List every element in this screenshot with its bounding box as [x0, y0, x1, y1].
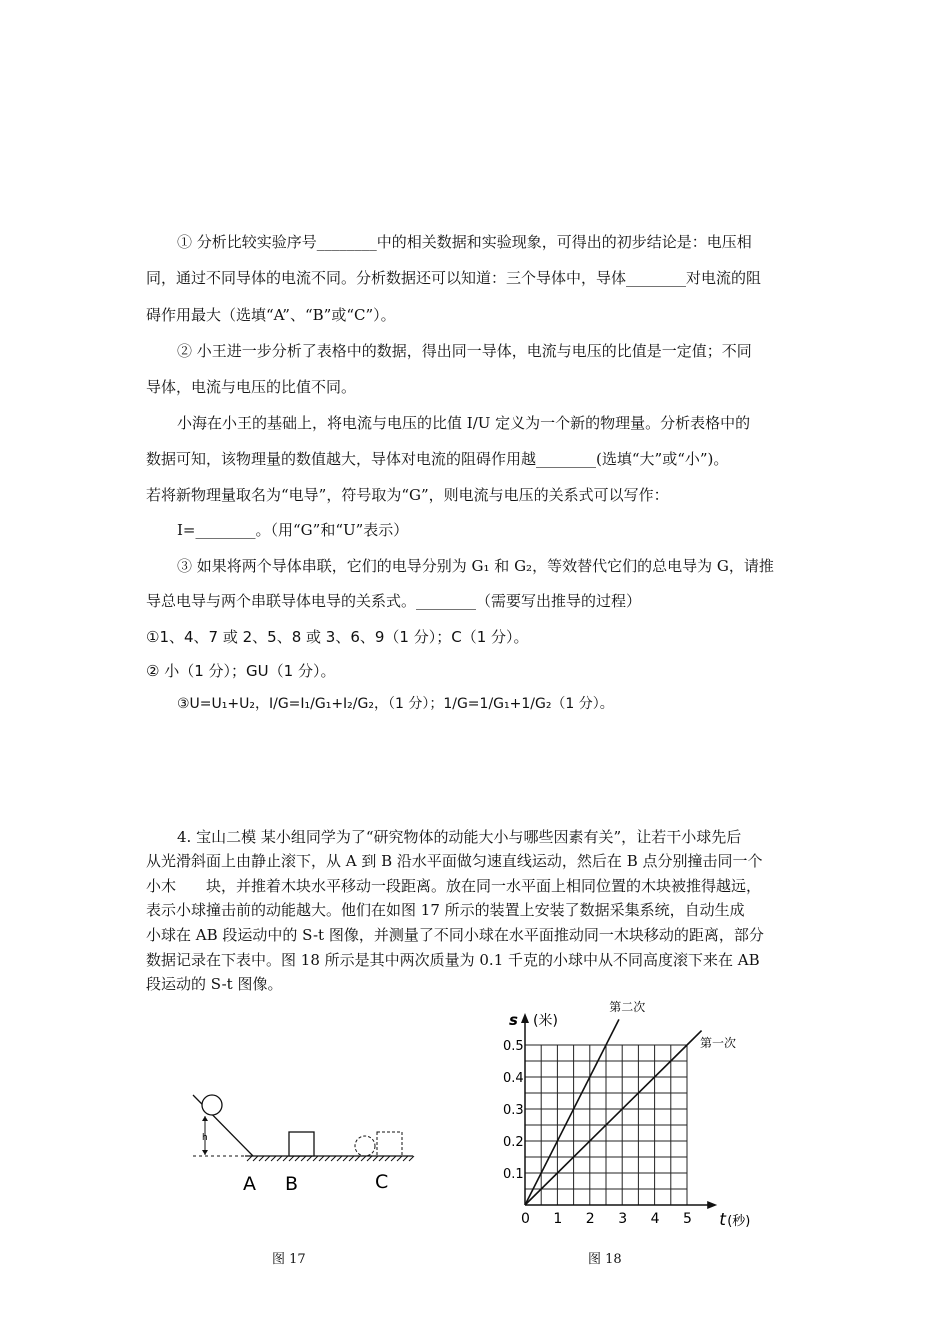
q3-text-line: 导体，电流与电压的比值不同。 — [146, 378, 357, 396]
x-tick-label: 2 — [585, 1211, 595, 1227]
y-tick-label: 0.1 — [503, 1167, 524, 1182]
answer-line: ①1、4、7 或 2、5、8 或 3、6、9（1 分）；C（1 分）。 — [146, 628, 529, 646]
q3-text-line: ② 小王进一步分析了表格中的数据，得出同一导体，电流与电压的比值是一定值；不同 — [177, 342, 752, 360]
x-axis-arrow — [707, 1201, 717, 1209]
x-tick-label: 4 — [650, 1211, 660, 1227]
y-tick-label: 0.2 — [503, 1135, 524, 1150]
series-label-first: 第一次 — [699, 1036, 736, 1050]
x-axis-label: t — [719, 1210, 726, 1230]
x-tick-label: 0 — [521, 1211, 530, 1227]
ball-ghost — [355, 1136, 375, 1156]
q4-text-line: 表示小球撞击前的动能越大。他们在如图 17 所示的装置上安装了数据采集系统，自动生成 — [146, 901, 745, 919]
answer-line: ③U=U₁+U₂，I/G=I₁/G₁+I₂/G₂，（1 分）；1/G=1/G₁+1/G₂（1 分）。 — [177, 696, 614, 712]
q4-text-line: 段运动的 S-t 图像。 — [146, 975, 283, 993]
q3-text-line: 导总电导与两个串联导体电导的关系式。________（需要写出推导的过程） — [146, 592, 642, 610]
x-tick-label: 3 — [618, 1211, 628, 1227]
q4-text-line: 数据记录在下表中。图 18 所示是其中两次质量为 0.1 千克的小球中从不同高度滚下来在 AB — [146, 951, 760, 969]
y-axis-unit: (米) — [533, 1013, 558, 1029]
height-label: h — [202, 1133, 208, 1143]
wood-block — [289, 1132, 314, 1156]
series-line-extension — [606, 1019, 619, 1045]
q4-text-line: 4. 宝山二模 某小组同学为了“研究物体的动能大小与哪些因素有关”，让若干小球先后 — [177, 828, 742, 846]
y-tick-label: 0.5 — [503, 1039, 524, 1054]
y-axis-arrow — [521, 1013, 529, 1023]
label-a: A — [243, 1173, 256, 1195]
q4-text-line: 小球在 AB 段运动中的 S-t 图像，并测量了不同小球在水平面推动同一木块移动的距离，部分 — [146, 926, 764, 944]
q3-text-line: ① 分析比较实验序号________中的相关数据和实验现象，可得出的初步结论是：电压相 — [177, 233, 752, 251]
q3-text-line: 若将新物理量取名为“电导”，符号取为“G”，则电流与电压的关系式可以写作： — [146, 486, 669, 504]
figure-18-caption: 图 18 — [588, 1252, 622, 1267]
y-axis-label: s — [509, 1011, 518, 1029]
q3-text-line: 数据可知，该物理量的数值越大，导体对电流的阻碍作用越________(选填“大”或“小”)。 — [146, 450, 729, 468]
q3-text-line: I=________。（用“G”和“U”表示） — [177, 521, 409, 539]
x-tick-label: 1 — [553, 1211, 563, 1227]
ball — [202, 1095, 222, 1115]
y-tick-label: 0.3 — [503, 1103, 524, 1118]
label-b: B — [285, 1173, 299, 1195]
label-c: C — [375, 1171, 389, 1193]
q4-text-line: 小木 块，并推着木块水平移动一段距离。放在同一水平面上相同位置的木块被推得越远， — [146, 877, 762, 895]
ground-hatch — [247, 1156, 414, 1161]
q4-text-line: 从光滑斜面上由静止滚下，从 A 到 B 沿水平面做匀速直线运动，然后在 B 点分别撞击同一个 — [146, 852, 763, 870]
height-arrow-head-bottom — [202, 1150, 208, 1155]
figure-17-caption: 图 17 — [272, 1252, 306, 1267]
x-axis-unit: (秒) — [727, 1214, 751, 1229]
q3-text-line: 小海在小王的基础上，将电流与电压的比值 I/U 定义为一个新的物理量。分析表格中的 — [177, 414, 751, 432]
q3-text-line: ③ 如果将两个导体串联，它们的电导分别为 G₁ 和 G₂，等效替代它们的总电导为 G，请推 — [177, 557, 774, 575]
answer-line: ② 小（1 分）；GU（1 分）。 — [146, 662, 336, 680]
series-label-second: 第二次 — [609, 1000, 646, 1014]
x-tick-label: 5 — [683, 1211, 692, 1227]
q3-text-line: 同，通过不同导体的电流不同。分析数据还可以知道：三个导体中，导体________对电流的阻 — [146, 269, 762, 287]
y-tick-label: 0.4 — [503, 1071, 524, 1086]
wood-block-ghost — [377, 1132, 402, 1156]
height-arrow-head-top — [202, 1116, 208, 1121]
q3-text-line: 碍作用最大（选填“A”、“B”或“C”）。 — [146, 306, 396, 324]
figure-18-chart — [495, 995, 755, 1235]
figure-17 — [185, 1085, 425, 1200]
